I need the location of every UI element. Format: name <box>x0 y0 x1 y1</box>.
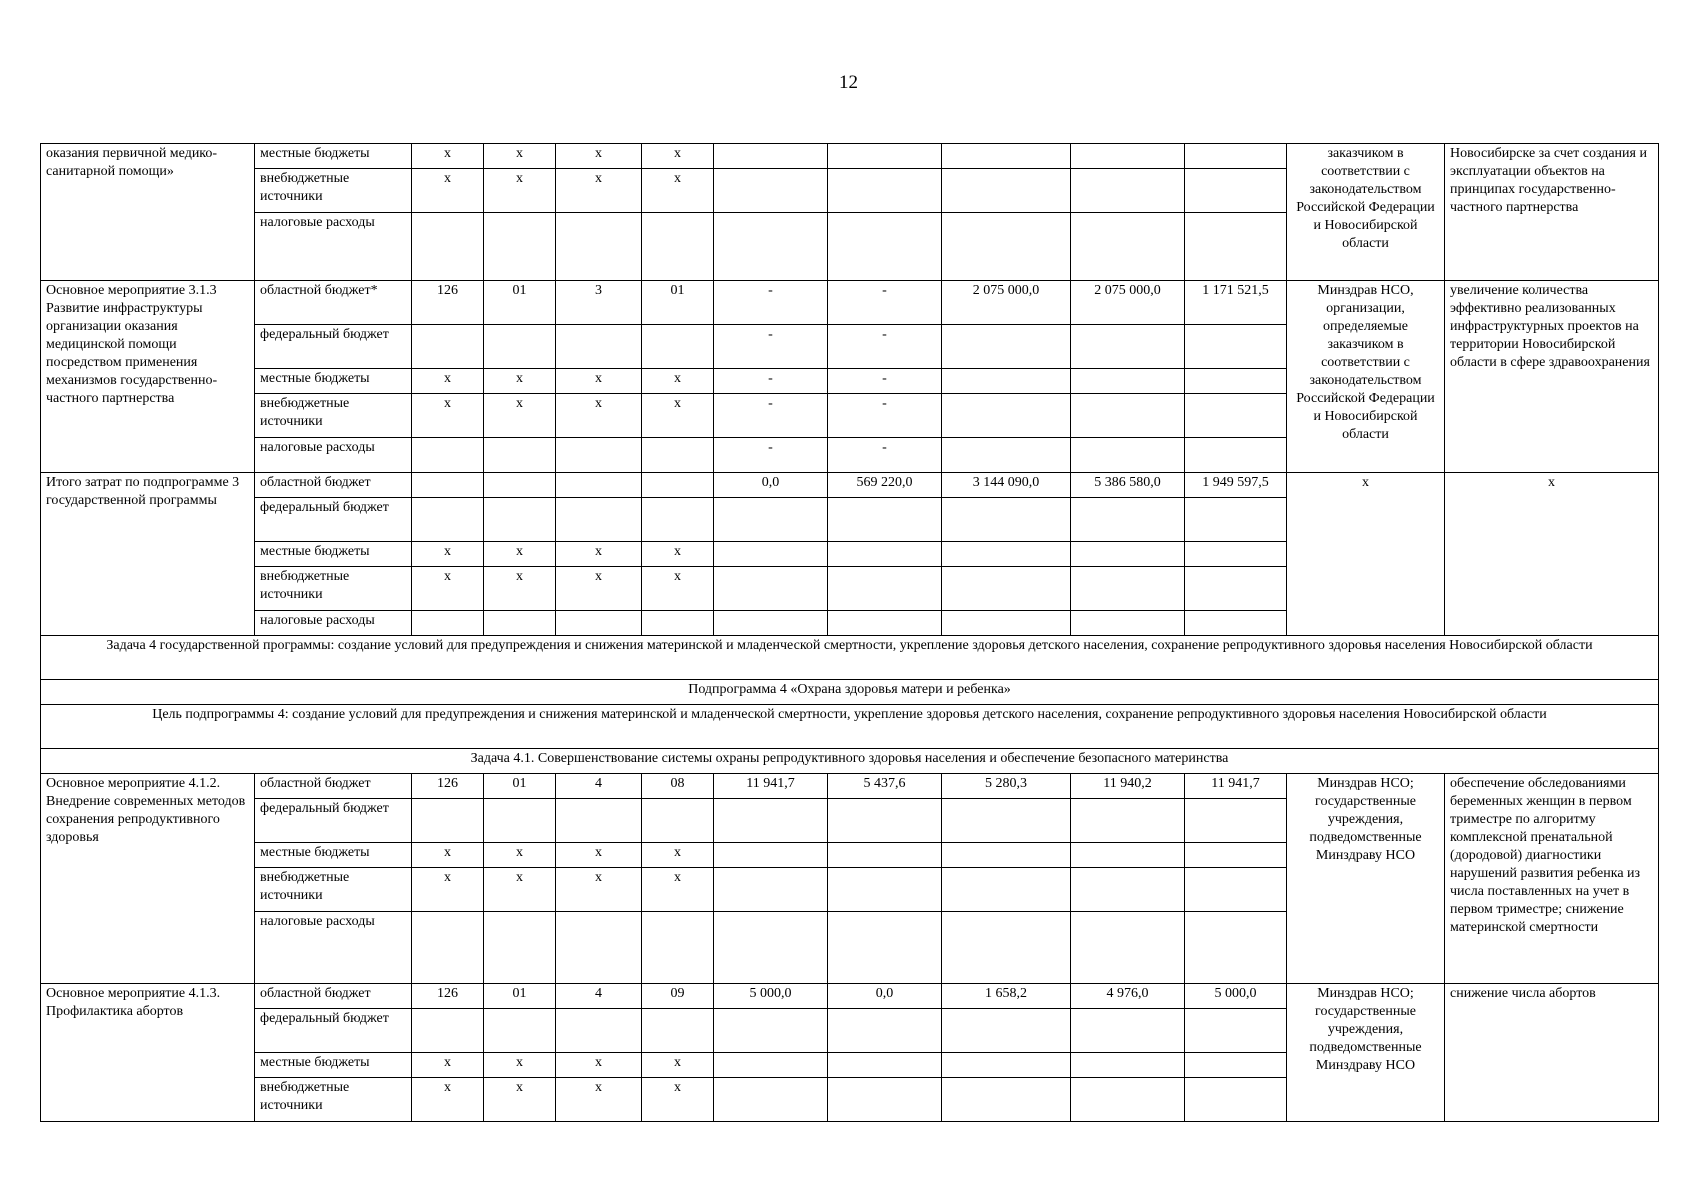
empty-cell <box>714 144 828 169</box>
empty-cell <box>714 1053 828 1078</box>
table-cell: х <box>484 169 556 213</box>
empty-cell <box>642 799 714 843</box>
funding-source: внебюджетные источники <box>255 868 412 912</box>
table-cell: 09 <box>642 984 714 1009</box>
empty-cell <box>556 611 642 636</box>
table-cell: х <box>642 843 714 868</box>
empty-cell <box>1071 369 1185 394</box>
table-cell: 4 <box>556 774 642 799</box>
table-cell: х <box>484 868 556 912</box>
empty-cell <box>828 1009 942 1053</box>
empty-cell <box>1185 799 1287 843</box>
table-cell: - <box>714 369 828 394</box>
table-cell: 126 <box>412 774 484 799</box>
empty-cell <box>484 912 556 984</box>
empty-cell <box>1185 1053 1287 1078</box>
funding-source: налоговые расходы <box>255 611 412 636</box>
table-cell: х <box>642 144 714 169</box>
table-cell: х <box>556 369 642 394</box>
table-cell: 5 000,0 <box>1185 984 1287 1009</box>
empty-cell <box>714 1078 828 1122</box>
empty-cell <box>412 438 484 473</box>
empty-cell <box>828 868 942 912</box>
table-cell: х <box>412 144 484 169</box>
table-cell: х <box>484 542 556 567</box>
empty-cell <box>412 213 484 281</box>
table-cell: х <box>556 542 642 567</box>
empty-cell <box>484 799 556 843</box>
table-cell: х <box>556 567 642 611</box>
empty-cell <box>642 1009 714 1053</box>
table-cell: х <box>556 1078 642 1122</box>
empty-cell <box>714 912 828 984</box>
table-cell: - <box>714 394 828 438</box>
table-cell: х <box>412 1053 484 1078</box>
empty-cell <box>1185 912 1287 984</box>
activity-name: Основное мероприятие 4.1.2. Внедрение современных методов сохранения репродуктивного здоровья <box>41 774 255 984</box>
executor: Минздрав НСО, организации, определяемые заказчиком в соответствии с законодательством Российской Федерации и Новосибирской области <box>1287 281 1445 473</box>
funding-source: внебюджетные источники <box>255 394 412 438</box>
subtask-heading: Задача 4.1. Совершенствование системы охраны репродуктивного здоровья населения и обеспечение безопасного материнства <box>41 749 1659 774</box>
table-cell: 2 075 000,0 <box>1071 281 1185 325</box>
empty-cell <box>714 843 828 868</box>
empty-cell <box>942 542 1071 567</box>
empty-cell <box>828 498 942 542</box>
table-cell: - <box>828 325 942 369</box>
table-cell: х <box>412 567 484 611</box>
empty-cell <box>1071 325 1185 369</box>
empty-cell <box>714 868 828 912</box>
executor: х <box>1287 473 1445 636</box>
empty-cell <box>412 473 484 498</box>
empty-cell <box>942 438 1071 473</box>
empty-cell <box>1071 438 1185 473</box>
empty-cell <box>556 912 642 984</box>
empty-cell <box>828 912 942 984</box>
activity-name: оказания первичной медико-санитарной помощи» <box>41 144 255 281</box>
empty-cell <box>942 1053 1071 1078</box>
funding-source: местные бюджеты <box>255 144 412 169</box>
table-cell: х <box>642 169 714 213</box>
empty-cell <box>942 868 1071 912</box>
empty-cell <box>642 912 714 984</box>
empty-cell <box>1071 394 1185 438</box>
empty-cell <box>828 542 942 567</box>
funding-source: местные бюджеты <box>255 369 412 394</box>
empty-cell <box>714 213 828 281</box>
page-number: 12 <box>839 72 858 93</box>
table-cell: х <box>412 868 484 912</box>
empty-cell <box>1185 498 1287 542</box>
program-table <box>40 143 1659 1122</box>
table-cell: 1 658,2 <box>942 984 1071 1009</box>
empty-cell <box>556 213 642 281</box>
empty-cell <box>1185 213 1287 281</box>
table-cell: 3 <box>556 281 642 325</box>
empty-cell <box>484 325 556 369</box>
empty-cell <box>942 1078 1071 1122</box>
table-cell: 5 386 580,0 <box>1071 473 1185 498</box>
empty-cell <box>942 912 1071 984</box>
table-cell: х <box>642 394 714 438</box>
funding-source: областной бюджет <box>255 984 412 1009</box>
table-cell: х <box>556 1053 642 1078</box>
empty-cell <box>1185 843 1287 868</box>
empty-cell <box>484 1009 556 1053</box>
table-cell: - <box>828 394 942 438</box>
empty-cell <box>1185 611 1287 636</box>
goal-heading: Цель подпрограммы 4: создание условий для предупреждения и снижения материнской и младенческой смертности, укрепление здоровья детского населения, сохранение репродуктивного здоровья населения Новосибирской области <box>41 705 1659 749</box>
empty-cell <box>828 611 942 636</box>
table-cell: 4 976,0 <box>1071 984 1185 1009</box>
empty-cell <box>484 473 556 498</box>
table-cell: х <box>556 868 642 912</box>
funding-source: внебюджетные источники <box>255 567 412 611</box>
empty-cell <box>642 498 714 542</box>
executor: заказчиком в соответствии с законодательством Российской Федерации и Новосибирской области <box>1287 144 1445 281</box>
table-cell: х <box>412 542 484 567</box>
table-cell: - <box>714 281 828 325</box>
table-cell: 11 941,7 <box>714 774 828 799</box>
table-cell: 08 <box>642 774 714 799</box>
empty-cell <box>1185 567 1287 611</box>
table-cell: 0,0 <box>828 984 942 1009</box>
table-cell: 5 280,3 <box>942 774 1071 799</box>
table-cell: х <box>484 369 556 394</box>
empty-cell <box>1185 1009 1287 1053</box>
table-cell: х <box>556 843 642 868</box>
table-cell: х <box>642 567 714 611</box>
table-cell: 126 <box>412 281 484 325</box>
table-cell: х <box>484 1078 556 1122</box>
empty-cell <box>828 843 942 868</box>
empty-cell <box>642 438 714 473</box>
expected-result: х <box>1445 473 1659 636</box>
funding-source: налоговые расходы <box>255 438 412 473</box>
subprogram-heading: Подпрограмма 4 «Охрана здоровья матери и ребенка» <box>41 680 1659 705</box>
empty-cell <box>942 1009 1071 1053</box>
funding-source: федеральный бюджет <box>255 799 412 843</box>
expected-result: увеличение количества эффективно реализованных инфраструктурных проектов на территории Новосибирской области в сфере здравоохранения <box>1445 281 1659 473</box>
funding-source: федеральный бюджет <box>255 1009 412 1053</box>
table-cell: х <box>556 144 642 169</box>
table-cell: х <box>484 144 556 169</box>
table-cell: 01 <box>484 774 556 799</box>
empty-cell <box>1071 912 1185 984</box>
empty-cell <box>484 438 556 473</box>
table-cell: х <box>412 394 484 438</box>
executor: Минздрав НСО; государственные учреждения, подведомственные Минздраву НСО <box>1287 774 1445 984</box>
empty-cell <box>1185 325 1287 369</box>
executor: Минздрав НСО; государственные учреждения, подведомственные Минздраву НСО <box>1287 984 1445 1122</box>
table-cell: - <box>828 438 942 473</box>
table-cell: 4 <box>556 984 642 1009</box>
table-cell: 11 940,2 <box>1071 774 1185 799</box>
empty-cell <box>1185 542 1287 567</box>
empty-cell <box>1185 438 1287 473</box>
table-cell: х <box>556 394 642 438</box>
empty-cell <box>412 611 484 636</box>
empty-cell <box>412 1009 484 1053</box>
empty-cell <box>556 473 642 498</box>
empty-cell <box>1185 144 1287 169</box>
empty-cell <box>942 567 1071 611</box>
empty-cell <box>412 912 484 984</box>
table-cell: 01 <box>642 281 714 325</box>
empty-cell <box>1071 868 1185 912</box>
activity-name: Основное мероприятие 4.1.3. Профилактика абортов <box>41 984 255 1122</box>
empty-cell <box>828 1078 942 1122</box>
empty-cell <box>1071 843 1185 868</box>
empty-cell <box>642 611 714 636</box>
empty-cell <box>484 213 556 281</box>
empty-cell <box>1071 144 1185 169</box>
table-cell: х <box>642 369 714 394</box>
table-cell: 1 171 521,5 <box>1185 281 1287 325</box>
table-cell: х <box>484 1053 556 1078</box>
empty-cell <box>484 498 556 542</box>
total-label: Итого затрат по подпрограмме 3 государственной программы <box>41 473 255 636</box>
table-cell: х <box>484 567 556 611</box>
empty-cell <box>1071 611 1185 636</box>
table-cell: х <box>484 394 556 438</box>
table-cell: х <box>412 1078 484 1122</box>
empty-cell <box>642 213 714 281</box>
table-cell: х <box>642 868 714 912</box>
empty-cell <box>828 169 942 213</box>
table-cell: 1 949 597,5 <box>1185 473 1287 498</box>
empty-cell <box>942 843 1071 868</box>
empty-cell <box>942 799 1071 843</box>
funding-source: налоговые расходы <box>255 912 412 984</box>
empty-cell <box>942 394 1071 438</box>
empty-cell <box>412 799 484 843</box>
funding-source: местные бюджеты <box>255 843 412 868</box>
table-cell: х <box>642 1078 714 1122</box>
empty-cell <box>1071 213 1185 281</box>
empty-cell <box>1071 1078 1185 1122</box>
table-cell: 569 220,0 <box>828 473 942 498</box>
expected-result: Новосибирске за счет создания и эксплуатации объектов на принципах государственно-частного партнерства <box>1445 144 1659 281</box>
table-cell: х <box>642 1053 714 1078</box>
empty-cell <box>714 799 828 843</box>
funding-source: областной бюджет <box>255 774 412 799</box>
empty-cell <box>714 611 828 636</box>
empty-cell <box>828 799 942 843</box>
empty-cell <box>942 498 1071 542</box>
empty-cell <box>942 611 1071 636</box>
empty-cell <box>828 1053 942 1078</box>
funding-source: областной бюджет* <box>255 281 412 325</box>
empty-cell <box>642 473 714 498</box>
funding-source: внебюджетные источники <box>255 1078 412 1122</box>
table-cell: 126 <box>412 984 484 1009</box>
table-cell: - <box>714 438 828 473</box>
funding-source: областной бюджет <box>255 473 412 498</box>
empty-cell <box>1071 567 1185 611</box>
empty-cell <box>1071 169 1185 213</box>
table-cell: - <box>828 281 942 325</box>
empty-cell <box>1185 868 1287 912</box>
empty-cell <box>1071 1009 1185 1053</box>
empty-cell <box>1185 394 1287 438</box>
funding-source: федеральный бюджет <box>255 498 412 542</box>
empty-cell <box>828 567 942 611</box>
table-cell: - <box>714 325 828 369</box>
table-cell: 01 <box>484 984 556 1009</box>
funding-source: внебюджетные источники <box>255 169 412 213</box>
empty-cell <box>714 169 828 213</box>
table-cell: 5 437,6 <box>828 774 942 799</box>
table-cell: х <box>556 169 642 213</box>
table-cell: х <box>412 369 484 394</box>
empty-cell <box>556 325 642 369</box>
empty-cell <box>1071 1053 1185 1078</box>
table-cell: х <box>412 169 484 213</box>
funding-source: федеральный бюджет <box>255 325 412 369</box>
table-cell: - <box>828 369 942 394</box>
empty-cell <box>412 325 484 369</box>
table-cell: х <box>642 542 714 567</box>
empty-cell <box>714 542 828 567</box>
empty-cell <box>556 799 642 843</box>
empty-cell <box>942 169 1071 213</box>
empty-cell <box>1071 542 1185 567</box>
empty-cell <box>484 611 556 636</box>
empty-cell <box>714 498 828 542</box>
task-heading: Задача 4 государственной программы: создание условий для предупреждения и снижения материнской и младенческой смертности, укрепление здоровья детского населения, сохранение репродуктивного здоровья населения Новосибирской области <box>41 636 1659 680</box>
empty-cell <box>1071 799 1185 843</box>
funding-source: налоговые расходы <box>255 213 412 281</box>
table-cell: 3 144 090,0 <box>942 473 1071 498</box>
empty-cell <box>1071 498 1185 542</box>
empty-cell <box>942 144 1071 169</box>
empty-cell <box>1185 1078 1287 1122</box>
table-cell: 11 941,7 <box>1185 774 1287 799</box>
empty-cell <box>556 1009 642 1053</box>
table-cell: 01 <box>484 281 556 325</box>
empty-cell <box>714 1009 828 1053</box>
empty-cell <box>714 567 828 611</box>
table-cell: х <box>484 843 556 868</box>
empty-cell <box>556 438 642 473</box>
empty-cell <box>1185 369 1287 394</box>
table-cell: 5 000,0 <box>714 984 828 1009</box>
expected-result: обеспечение обследованиями беременных женщин в первом триместре по алгоритму комплексной пренатальной (дородовой) диагностики нарушений развития ребенка из числа поставленных на учет в первом триместре; снижение материнской смертности <box>1445 774 1659 984</box>
empty-cell <box>942 213 1071 281</box>
expected-result: снижение числа абортов <box>1445 984 1659 1122</box>
empty-cell <box>942 325 1071 369</box>
activity-name: Основное мероприятие 3.1.3 Развитие инфраструктуры организации оказания медицинской помощи посредством применения механизмов государственно-частного партнерства <box>41 281 255 473</box>
empty-cell <box>556 498 642 542</box>
table-cell: 0,0 <box>714 473 828 498</box>
funding-source: местные бюджеты <box>255 542 412 567</box>
table-cell: 2 075 000,0 <box>942 281 1071 325</box>
funding-source: местные бюджеты <box>255 1053 412 1078</box>
empty-cell <box>1185 169 1287 213</box>
empty-cell <box>942 369 1071 394</box>
empty-cell <box>642 325 714 369</box>
empty-cell <box>828 213 942 281</box>
empty-cell <box>828 144 942 169</box>
empty-cell <box>412 498 484 542</box>
table-cell: х <box>412 843 484 868</box>
